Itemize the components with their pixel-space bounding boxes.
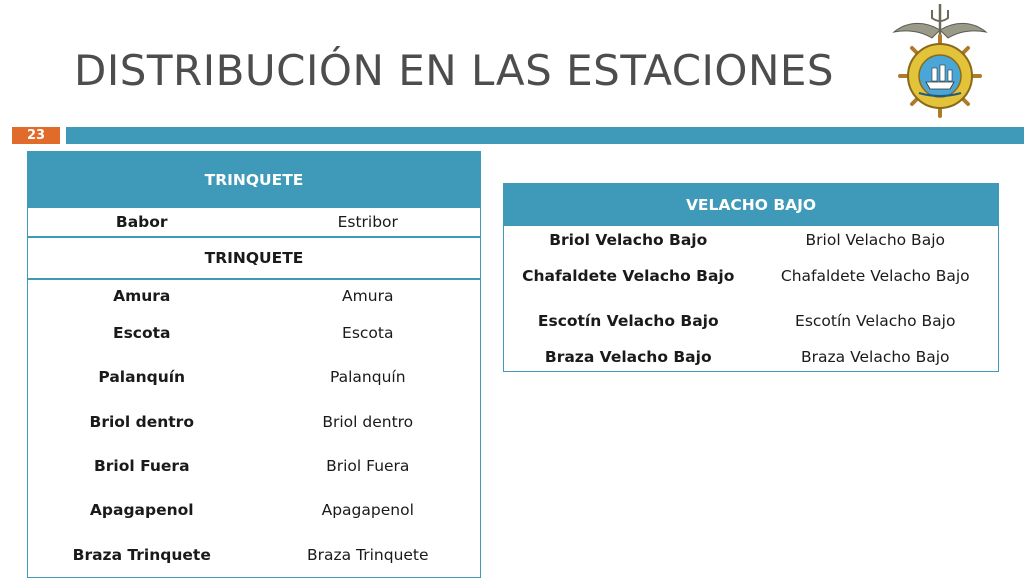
cell-estribor: Apagapenol — [321, 501, 414, 520]
table-header: TRINQUETE — [28, 152, 481, 209]
cell-babor: Escotín Velacho Bajo — [537, 311, 719, 330]
cell-estribor: Briol dentro — [322, 412, 414, 431]
table-row — [28, 444, 481, 488]
cell-babor: Palanquín — [98, 368, 186, 387]
cell-estribor: Amura — [342, 286, 394, 305]
cell-estribor: Escotín Velacho Bajo — [795, 311, 956, 330]
cell-babor: Amura — [113, 286, 171, 305]
table-row — [28, 208, 481, 237]
cell-estribor: Briol Velacho Bajo — [805, 231, 945, 249]
slide-number: 23 — [12, 127, 60, 144]
table-row — [28, 400, 481, 444]
cell-estribor: Escota — [342, 324, 394, 343]
table-subheader-row — [28, 237, 481, 279]
table-row — [28, 488, 481, 532]
cell-estribor: Braza Trinquete — [306, 545, 429, 564]
table-row — [28, 279, 481, 311]
table-row — [504, 343, 999, 372]
velacho-bajo-table — [503, 183, 999, 372]
table-row — [504, 226, 999, 254]
cell-babor: Apagapenol — [89, 501, 194, 520]
cell-babor: Briol dentro — [89, 412, 194, 431]
slide-title: DISTRIBUCIÓN EN LAS ESTACIONES — [74, 46, 835, 95]
table-header: VELACHO BAJO — [504, 184, 999, 227]
table-row — [28, 355, 481, 399]
naval-emblem-icon — [888, 2, 992, 122]
table-header-row — [28, 152, 481, 209]
trinquete-table — [27, 151, 481, 578]
accent-bar — [66, 127, 1024, 144]
cell-babor: Briol Fuera — [93, 457, 190, 476]
table-row — [504, 254, 999, 299]
cell-babor: Briol Velacho Bajo — [549, 231, 708, 249]
cell-babor: Escota — [112, 324, 171, 343]
cell-estribor: Palanquín — [329, 368, 406, 387]
table-row — [504, 299, 999, 344]
cell-estribor: Chafaldete Velacho Bajo — [780, 267, 970, 286]
estribor-header: Estribor — [337, 213, 398, 231]
table-row — [28, 311, 481, 355]
cell-estribor: Braza Velacho Bajo — [801, 348, 950, 366]
table-row — [28, 532, 481, 577]
cell-babor: Chafaldete Velacho Bajo — [522, 267, 735, 286]
table-subheader: TRINQUETE — [28, 237, 481, 279]
babor-header: Babor — [115, 213, 168, 231]
cell-babor: Braza Trinquete — [72, 545, 211, 564]
cell-babor: Braza Velacho Bajo — [544, 348, 712, 366]
table-header-row — [504, 184, 999, 227]
cell-estribor: Briol Fuera — [326, 457, 410, 476]
